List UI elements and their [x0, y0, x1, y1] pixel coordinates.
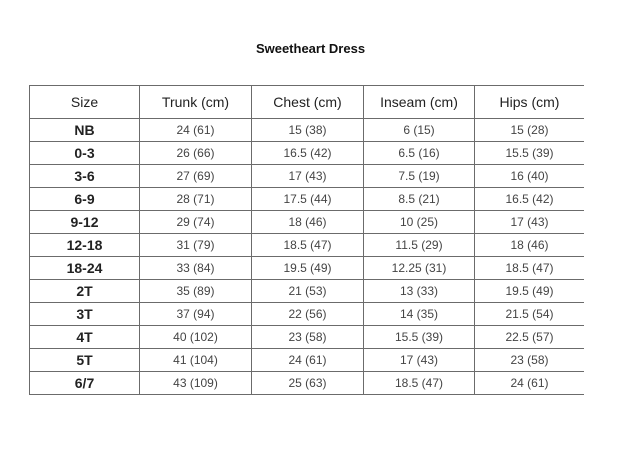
- trunk-cell: 26 (66): [140, 142, 252, 165]
- inseam-cell: 17 (43): [364, 349, 475, 372]
- table-row: [30, 280, 585, 303]
- size-cell: 9-12: [30, 211, 140, 234]
- table-row: [30, 188, 585, 211]
- trunk-cell: 24 (61): [140, 119, 252, 142]
- trunk-cell: 37 (94): [140, 303, 252, 326]
- size-cell: 2T: [30, 280, 140, 303]
- table-row: [30, 326, 585, 349]
- size-cell: 5T: [30, 349, 140, 372]
- size-cell: 12-18: [30, 234, 140, 257]
- chest-cell: 17 (43): [252, 165, 364, 188]
- table-row: [30, 142, 585, 165]
- inseam-cell: 10 (25): [364, 211, 475, 234]
- table-row: [30, 211, 585, 234]
- trunk-cell: 43 (109): [140, 372, 252, 395]
- trunk-cell: 31 (79): [140, 234, 252, 257]
- hips-cell: 15 (28): [475, 119, 585, 142]
- inseam-cell: 7.5 (19): [364, 165, 475, 188]
- trunk-cell: 33 (84): [140, 257, 252, 280]
- inseam-cell: 11.5 (29): [364, 234, 475, 257]
- chest-cell: 23 (58): [252, 326, 364, 349]
- chest-cell: 24 (61): [252, 349, 364, 372]
- size-cell: 3-6: [30, 165, 140, 188]
- chest-cell: 21 (53): [252, 280, 364, 303]
- hips-cell: 16.5 (42): [475, 188, 585, 211]
- table-row: [30, 234, 585, 257]
- hips-cell: 24 (61): [475, 372, 585, 395]
- chest-cell: 25 (63): [252, 372, 364, 395]
- table-row: [30, 165, 585, 188]
- hips-cell: 17 (43): [475, 211, 585, 234]
- inseam-cell: 13 (33): [364, 280, 475, 303]
- table-row: [30, 372, 585, 395]
- inseam-cell: 15.5 (39): [364, 326, 475, 349]
- size-chart-table: [29, 85, 584, 395]
- hips-cell: 21.5 (54): [475, 303, 585, 326]
- trunk-cell: 29 (74): [140, 211, 252, 234]
- header-row: [30, 86, 585, 119]
- hips-cell: 19.5 (49): [475, 280, 585, 303]
- header-chest: Chest (cm): [252, 86, 364, 119]
- hips-cell: 15.5 (39): [475, 142, 585, 165]
- size-cell: 4T: [30, 326, 140, 349]
- page-title: Sweetheart Dress: [255, 41, 366, 56]
- table-row: [30, 119, 585, 142]
- table-row: [30, 257, 585, 280]
- size-chart-container: [29, 85, 584, 401]
- inseam-cell: 6 (15): [364, 119, 475, 142]
- chest-cell: 16.5 (42): [252, 142, 364, 165]
- hips-cell: 18 (46): [475, 234, 585, 257]
- hips-cell: 23 (58): [475, 349, 585, 372]
- size-cell: 6/7: [30, 372, 140, 395]
- size-cell: 18-24: [30, 257, 140, 280]
- header-trunk: Trunk (cm): [140, 86, 252, 119]
- hips-cell: 18.5 (47): [475, 257, 585, 280]
- chest-cell: 18 (46): [252, 211, 364, 234]
- inseam-cell: 6.5 (16): [364, 142, 475, 165]
- inseam-cell: 12.25 (31): [364, 257, 475, 280]
- size-cell: 6-9: [30, 188, 140, 211]
- table-row: [30, 303, 585, 326]
- hips-cell: 22.5 (57): [475, 326, 585, 349]
- chest-cell: 22 (56): [252, 303, 364, 326]
- trunk-cell: 40 (102): [140, 326, 252, 349]
- inseam-cell: 18.5 (47): [364, 372, 475, 395]
- trunk-cell: 35 (89): [140, 280, 252, 303]
- chest-cell: 15 (38): [252, 119, 364, 142]
- hips-cell: 16 (40): [475, 165, 585, 188]
- size-cell: 3T: [30, 303, 140, 326]
- trunk-cell: 28 (71): [140, 188, 252, 211]
- header-size: Size: [30, 86, 140, 119]
- inseam-cell: 8.5 (21): [364, 188, 475, 211]
- inseam-cell: 14 (35): [364, 303, 475, 326]
- chest-cell: 18.5 (47): [252, 234, 364, 257]
- chest-cell: 19.5 (49): [252, 257, 364, 280]
- trunk-cell: 41 (104): [140, 349, 252, 372]
- size-cell: NB: [30, 119, 140, 142]
- header-hips: Hips (cm): [475, 86, 585, 119]
- chest-cell: 17.5 (44): [252, 188, 364, 211]
- table-row: [30, 349, 585, 372]
- trunk-cell: 27 (69): [140, 165, 252, 188]
- size-cell: 0-3: [30, 142, 140, 165]
- header-inseam: Inseam (cm): [364, 86, 475, 119]
